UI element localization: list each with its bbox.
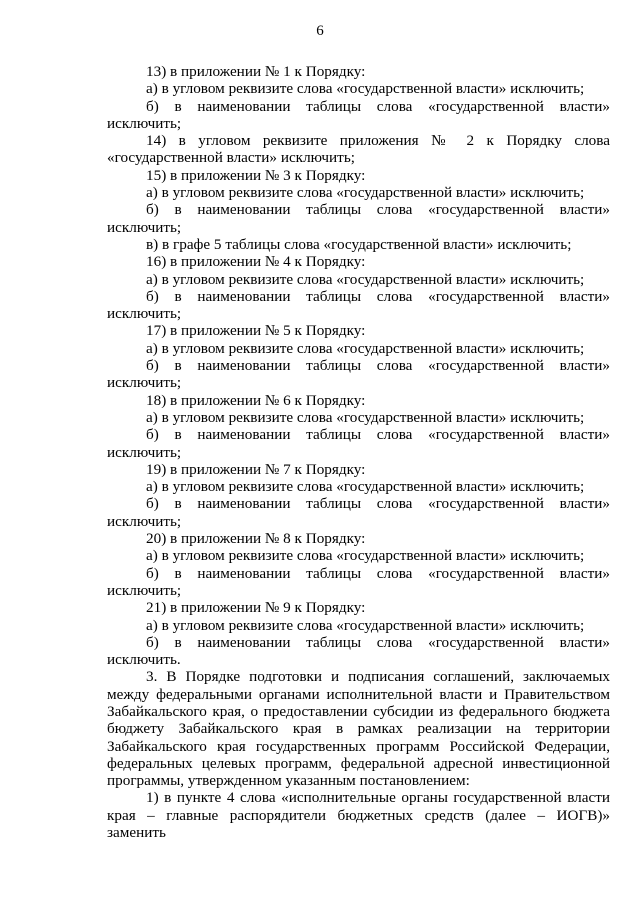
paragraph: б) в наименовании таблицы слова «государственной власти» исключить; [107, 564, 610, 599]
paragraph: б) в наименовании таблицы слова «государственной власти» исключить; [107, 495, 610, 530]
paragraph: 13) в приложении № 1 к Порядку: [146, 63, 366, 80]
paragraph: а) в угловом реквизите слова «государственной власти» исключить; [146, 478, 585, 496]
paragraph: 3. В Порядке подготовки и подписания соглашений, заключаемых между федеральными органами исполнительной власти и Правительством Забайкальского края, о предоставлении субсидии из федерального бюджета бюджету Забайкальского края в рамках реализации на территории Забайкальского края государственных программ Российской Федерации, федеральных целевых программ, федеральной адресной инвестиционной программы, утвержденном указанным постановлением: [107, 668, 610, 790]
paragraph: 16) в приложении № 4 к Порядку: [146, 253, 366, 271]
paragraph: а) в угловом реквизите слова «государственной власти» исключить; [146, 547, 585, 565]
paragraph: а) в угловом реквизите слова «государственной власти» исключить; [146, 339, 585, 357]
paragraph: 1) в пункте 4 слова «исполнительные органы государственной власти края – главные распорядители бюджетных средств (далее – ИОГВ)» заменить [107, 789, 610, 842]
paragraph: б) в наименовании таблицы слова «государственной власти» исключить; [107, 201, 610, 236]
paragraph: в) в графе 5 таблицы слова «государственной власти» исключить; [146, 235, 572, 253]
paragraph: б) в наименовании таблицы слова «государственной власти» исключить; [107, 287, 610, 323]
paragraph: б) в наименовании таблицы слова «государственной власти» исключить; [107, 97, 610, 132]
paragraph: 20) в приложении № 8 к Порядку: [146, 530, 366, 548]
paragraph: 15) в приложении № 3 к Порядку: [146, 166, 366, 184]
paragraph: а) в угловом реквизите слова «государственной власти» исключить; [146, 408, 585, 426]
page-number: 6 [316, 23, 324, 39]
paragraph: 17) в приложении № 5 к Порядку: [146, 322, 366, 340]
paragraph: а) в угловом реквизите слова «государственной власти» исключить; [146, 184, 585, 202]
paragraph: б) в наименовании таблицы слова «государственной власти» исключить; [107, 426, 610, 461]
paragraph: 19) в приложении № 7 к Порядку: [146, 460, 366, 478]
paragraph: 21) в приложении № 9 к Порядку: [146, 599, 366, 617]
paragraph: а) в угловом реквизите слова «государственной власти» исключить; [146, 80, 585, 98]
paragraph: а) в угловом реквизите слова «государственной власти» исключить; [146, 270, 585, 288]
document-body [107, 63, 610, 841]
paragraph: б) в наименовании таблицы слова «государственной власти» исключить; [107, 357, 610, 392]
paragraph: а) в угловом реквизите слова «государственной власти» исключить; [146, 616, 585, 634]
paragraph: 18) в приложении № 6 к Порядку: [146, 391, 366, 409]
paragraph: 14) в угловом реквизите приложения № 2 к Порядку слова «государственной власти» исключить; [107, 132, 610, 167]
paragraph: б) в наименовании таблицы слова «государственной власти» исключить. [107, 633, 610, 669]
